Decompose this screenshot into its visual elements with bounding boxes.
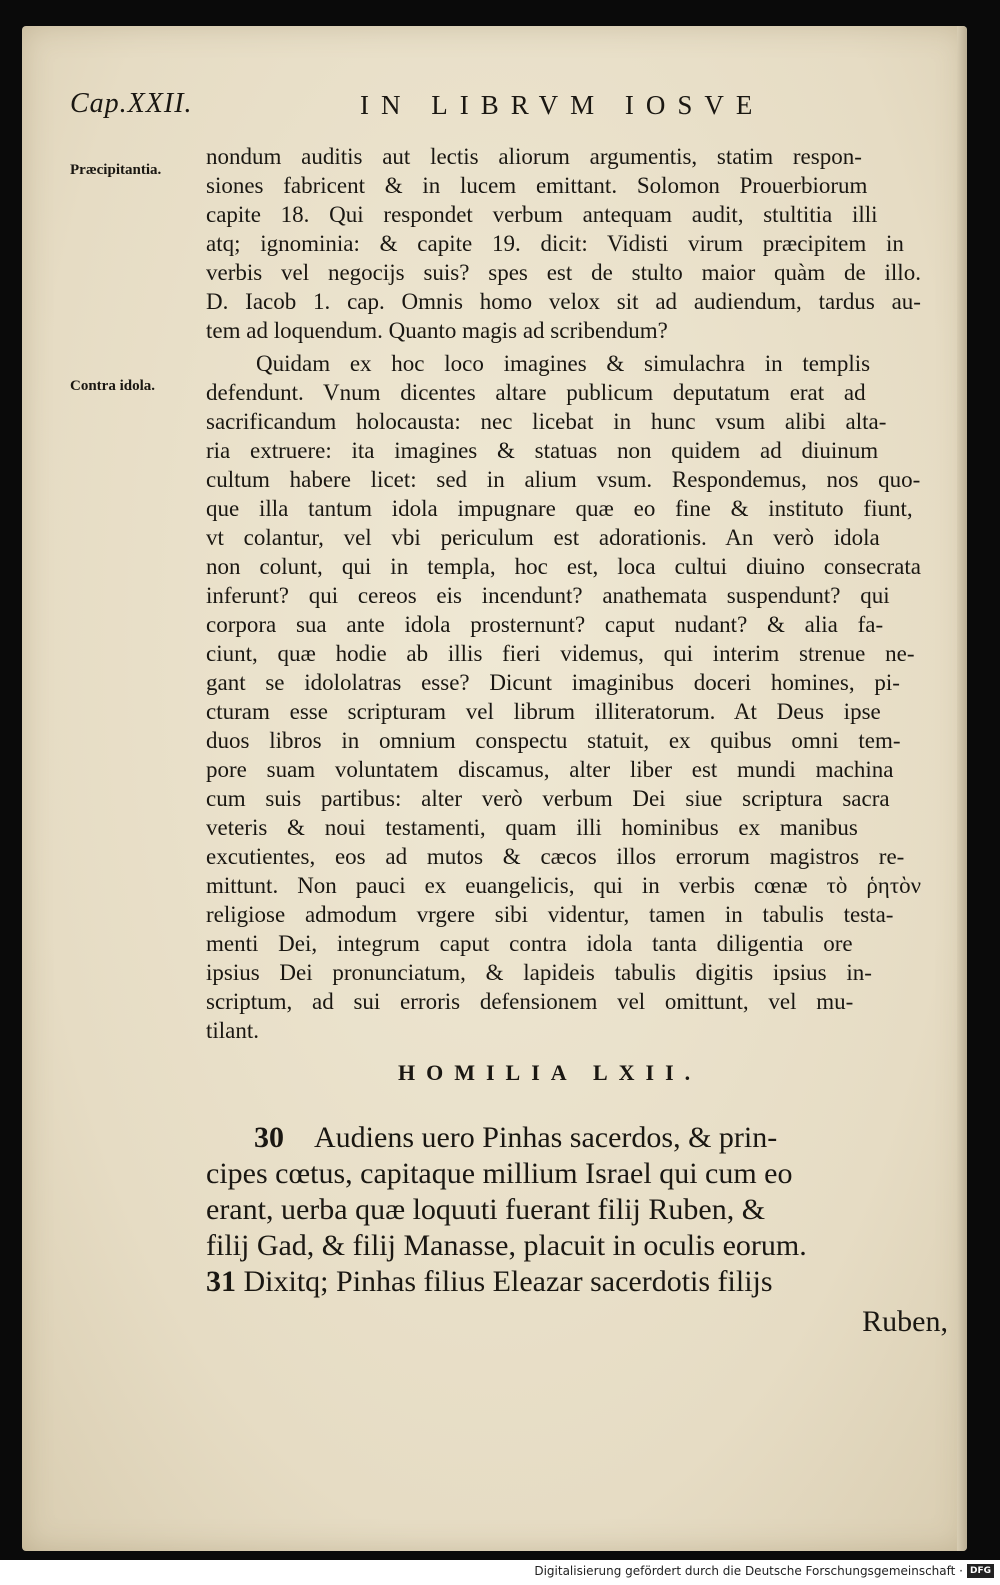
text-line: nondum auditis aut lectis aliorum argumentis, statim respon-	[206, 144, 862, 169]
text-line: verbis vel negocijs suis? spes est de stulto maior quàm de illo.	[206, 260, 921, 285]
text-line: defendunt. Vnum dicentes altare publicum deputatum erat ad	[206, 380, 866, 405]
text-line: religiose admodum vrgere sibi videntur, tamen in tabulis testa-	[206, 902, 894, 927]
text-line: pore suam voluntatem discamus, alter liber est mundi machina	[206, 757, 894, 782]
verse-31	[206, 1264, 921, 1300]
text-line: mittunt. Non pauci ex euangelicis, qui in verbis cœnæ τὸ ῥητὸν	[206, 873, 921, 898]
verse-number: 31	[206, 1265, 236, 1298]
text-line: excutientes, eos ad mutos & cæcos illos errorum magistros re-	[206, 844, 905, 869]
text-line: menti Dei, integrum caput contra idola tanta diligentia ore	[206, 931, 853, 956]
paragraph-2	[206, 349, 921, 1045]
text-line: que illa tantum idola impugnare quæ eo fine & instituto fiunt,	[206, 496, 913, 521]
text-line: Quidam ex hoc loco imagines & simulachra in templis	[256, 351, 871, 376]
verse-text: Audiens uero Pinhas sacerdos, & prin-	[314, 1121, 778, 1154]
catchword: Ruben,	[862, 1305, 948, 1338]
text-line: non colunt, qui in templa, hoc est, loca cultui diuino consecrata	[206, 554, 921, 579]
verse-30	[206, 1120, 921, 1264]
text-line: ciunt, quæ hodie ab illis fieri videmus, qui interim strenue ne-	[206, 641, 915, 666]
text-line: corpora sua ante idola prosternunt? caput nudant? & alia fa-	[206, 612, 884, 637]
main-text	[206, 142, 921, 1045]
text-line: cultum habere licet: sed in alium vsum. Respondemus, nos quo-	[206, 467, 921, 492]
text-line: sacrificandum holocausta: nec licebat in hunc vsum alibi alta-	[206, 409, 887, 434]
verse-number: 30	[254, 1121, 284, 1154]
text-line: atq; ignominia: & capite 19. dicit: Vidisti virum præcipitem in	[206, 231, 904, 256]
text-line: siones fabricent & in lucem emittant. Solomon Prouerbiorum	[206, 173, 868, 198]
dfg-logo: DFG	[967, 1564, 994, 1578]
text-line: cturam esse scripturam vel librum illiteratorum. At Deus ipse	[206, 699, 881, 724]
text-line: duos libros in omnium conspectu statuit, ex quibus omni tem-	[206, 728, 901, 753]
text-line: ipsius Dei pronunciatum, & lapideis tabulis digitis ipsius in-	[206, 960, 872, 985]
verse-line: Dixitq; Pinhas filius Eleazar sacerdotis filijs	[243, 1265, 773, 1298]
verse-line: erant, uerba quæ loquuti fuerant filij Ruben, &	[206, 1193, 766, 1226]
footer-credit	[534, 1564, 994, 1578]
footer-text: Digitalisierung gefördert durch die Deutsche Forschungsgemeinschaft ·	[534, 1564, 963, 1578]
verse-line	[206, 1120, 921, 1156]
paragraph-1	[206, 142, 921, 345]
text-line: tem ad loquendum. Quanto magis ad scribendum?	[206, 318, 668, 343]
homily-title: HOMILIA LXII.	[398, 1060, 702, 1085]
text-line: vt colantur, vel vbi periculum est adorationis. An verò idola	[206, 525, 880, 550]
scripture-verses	[206, 1120, 921, 1300]
page-header	[70, 88, 820, 128]
text-line: capite 18. Qui respondet verbum antequam audit, stultitia illi	[206, 202, 878, 227]
margin-note-praecipitantia: Præcipitantia.	[70, 162, 162, 178]
text-line: inferunt? qui cereos eis incendunt? anathemata suspendunt? qui	[206, 583, 890, 608]
text-line: tilant.	[206, 1018, 260, 1043]
text-line: scriptum, ad sui erroris defensionem vel omittunt, vel mu-	[206, 989, 854, 1014]
text-line: veteris & noui testamenti, quam illi hominibus ex manibus	[206, 815, 858, 840]
verse-line: cipes cœtus, capitaque millium Israel qui cum eo	[206, 1157, 793, 1190]
text-line: ria extruere: ita imagines & statuas non quidem ad diuinum	[206, 438, 879, 463]
margin-note-contra-idola: Contra idola.	[70, 378, 156, 394]
text-line: D. Iacob 1. cap. Omnis homo velox sit ad audiendum, tardus au-	[206, 289, 921, 314]
text-line: cum suis partibus: alter verò verbum Dei siue scriptura sacra	[206, 786, 890, 811]
running-title: IN LIBRVM IOSVE	[360, 90, 765, 120]
text-line: gant se idololatras esse? Dicunt imaginibus doceri homines, pi-	[206, 670, 900, 695]
verse-line: filij Gad, & filij Manasse, placuit in oculis eorum.	[206, 1229, 807, 1262]
chapter-heading: Cap.XXII.	[70, 88, 193, 119]
page-edge	[957, 26, 967, 1551]
